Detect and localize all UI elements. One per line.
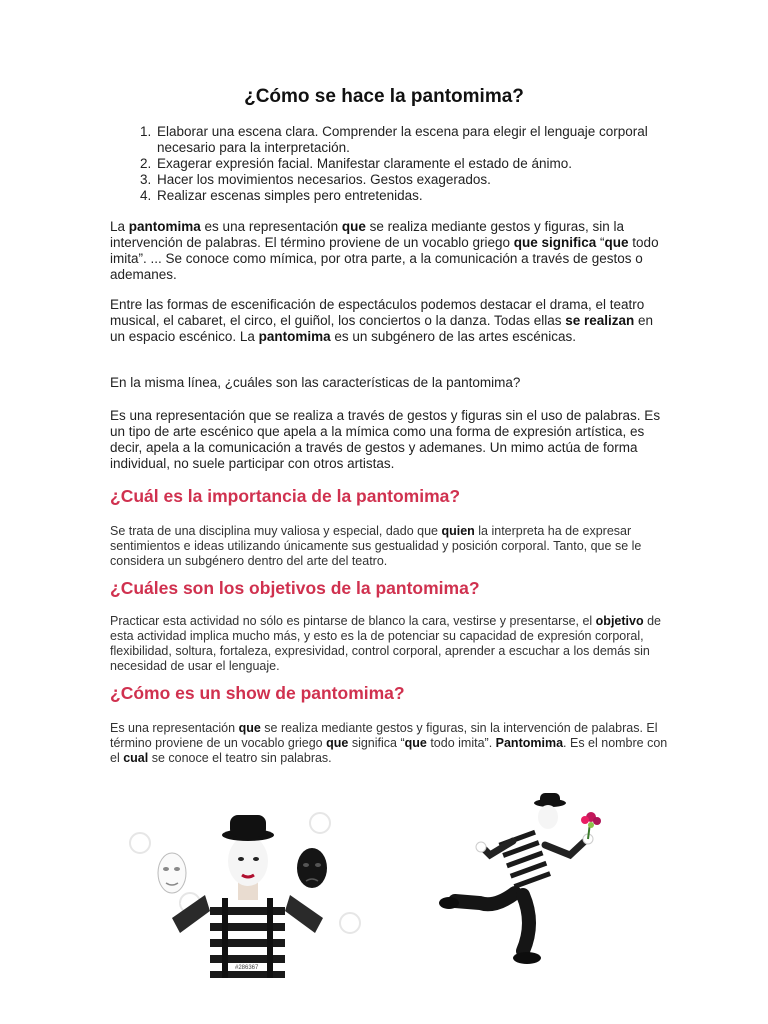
section-heading-importance: ¿Cuál es la importancia de la pantomima? [110,486,461,506]
section-heading-show: ¿Cómo es un show de pantomima? [110,683,405,703]
image-caption: #286367 [235,965,259,971]
paragraph-importance: Se trata de una disciplina muy valiosa y especial, dado que quien la interpreta ha de expresar sentimientos e ideas utilizando únicamente sus gestualidad y posición corporal. Tanto, que se le considera un subgénero dentro del arte del teatro. [110,524,642,568]
paragraph-show: Es una representación que se realiza mediante gestos y figuras, sin la intervención de palabras. El término proviene de un vocablo griego que significa “que todo imita”. Pantomima. Es el nombre con el cual se conoce el teatro sin palabras. [110,721,668,765]
photo-mime-with-masks [110,783,378,978]
list-item: 1. Elaborar una escena clara. Comprender la escena para elegir el lenguaje corporal necesario para la interpretación. [155,124,695,156]
paragraph-definition: La pantomima es una representación que se realiza mediante gestos y figuras, sin la intervención de palabras. El término proviene de un vocablo griego que significa “que todo imita”. ... Se conoce como mímica, por otra parte, a la comunicación a través de gestos o ademanes. [110,219,659,282]
steps-list [110,124,695,204]
paragraph-question: En la misma línea, ¿cuáles son las características de la pantomima? [110,375,521,390]
section-heading-objectives: ¿Cuáles son los objetivos de la pantomima? [110,578,480,598]
paragraph-forms: Entre las formas de escenificación de espectáculos podemos destacar el drama, el teatro musical, el cabaret, el circo, el guiñol, los conciertos o la danza. Todas ellas se realizan en un espacio escénico. La pantomima es un subgénero de las artes escénicas. [110,297,654,344]
mime-flowers-illustration [385,783,660,978]
mime-masks-illustration [110,783,378,978]
paragraph-characteristics: Es una representación que se realiza a través de gestos y figuras sin el uso de palabras. Es un tipo de arte escénico que apela a la mímica como una forma de expresión artística, es decir, apela a la comunicación a través de gestos y ademanes. Un mimo actúa de forma individual, no suele participar con otros artistas. [110,408,661,471]
photo-mime-with-flowers [385,783,660,978]
list-item: 2. Exagerar expresión facial. Manifestar claramente el estado de ánimo. [155,156,695,172]
paragraph-objectives: Practicar esta actividad no sólo es pintarse de blanco la cara, vestirse y presentarse, el objetivo de esta actividad implica mucho más, y esto es la de potenciar su capacidad de expresión corporal, flexibilidad, soltura, fortaleza, expresividad, control corporal, aprender a escuchar a los demás sin necesidad de usar el lenguaje. [110,614,661,673]
list-item: 4. Realizar escenas simples pero entretenidas. [155,188,695,204]
list-item: 3. Hacer los movimientos necesarios. Gestos exagerados. [155,172,695,188]
page-title: ¿Cómo se hace la pantomima? [244,86,524,107]
